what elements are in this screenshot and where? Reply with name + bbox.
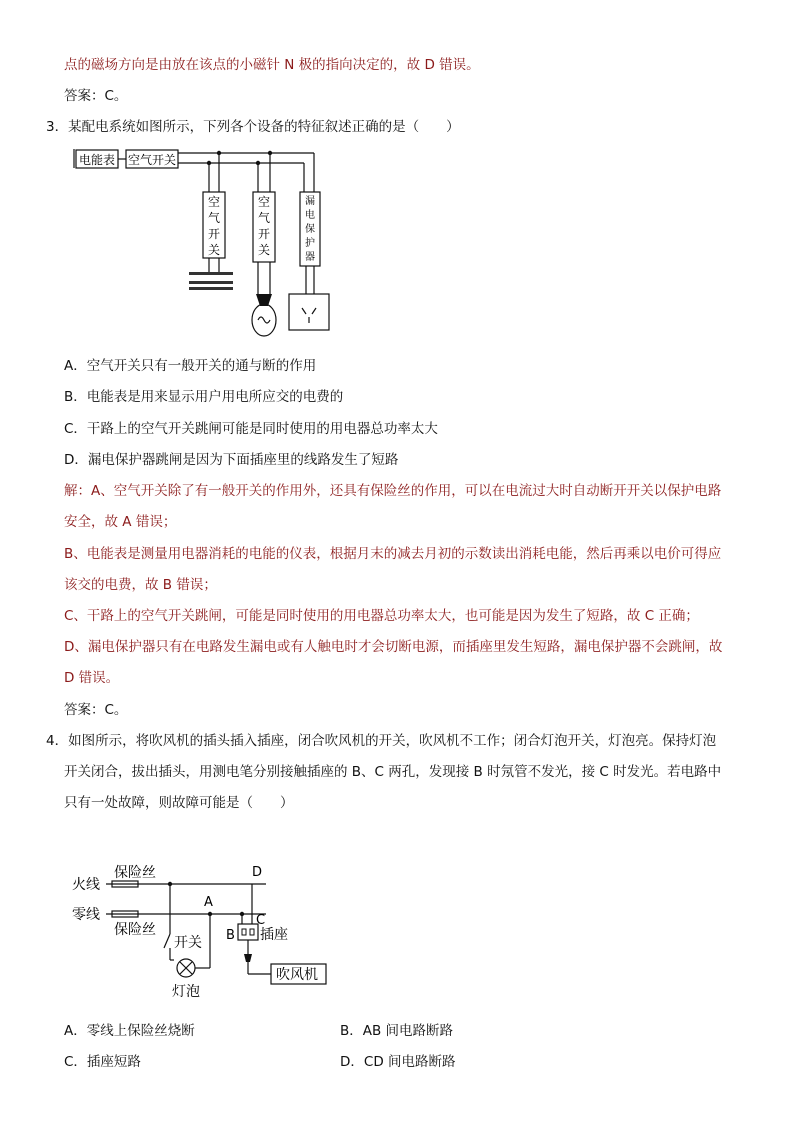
q3-answer: 答案：C。 (64, 702, 128, 718)
prev-answer: 答案：C。 (64, 88, 128, 104)
q4-point-b: B (226, 928, 235, 943)
q3-option-c: C．干路上的空气开关跳闸可能是同时使用的用电器总功率太大 (64, 421, 438, 437)
q3-branch2-char: 气 (257, 211, 271, 225)
q3-main-switch-label: 空气开关 (127, 153, 177, 167)
q3-protector-char: 漏 (305, 196, 315, 207)
q4-point-d: D (252, 865, 263, 880)
q4-option-d: D．CD 间电路断路 (340, 1054, 456, 1070)
q3-protector-char: 护 (305, 238, 315, 249)
q4-stem-line: 开关闭合，拔出插头，用测电笔分别接触插座的 B、C 两孔，发现接 B 时氖管不发光，接 C 时发光。若电路中 (64, 764, 722, 780)
q4-socket-label: 插座 (260, 927, 288, 943)
q3-protector-char: 保 (305, 224, 315, 235)
q3-solution-line: D 错误。 (64, 670, 120, 686)
q4-dryer-label: 吹风机 (276, 967, 318, 983)
q3-branch1-char: 关 (207, 243, 221, 257)
q3-solution-line: B、电能表是测量用电器消耗的电能的仪表，根据月末的减去月初的示数读出消耗电能，然后再乘以电价可得应 (64, 546, 722, 562)
q3-meter-label: 电能表 (78, 153, 116, 167)
q3-solution-line: 该交的电费，故 B 错误； (64, 577, 217, 593)
q4-neutral-label: 零线 (72, 907, 100, 923)
q4-switch-label: 开关 (174, 935, 202, 951)
q4-live-label: 火线 (72, 877, 100, 893)
q3-option-d: D．漏电保护器跳闸是因为下面插座里的线路发生了短路 (64, 452, 399, 468)
q3-option-a: A．空气开关只有一般开关的通与断的作用 (64, 358, 317, 374)
q4-point-a: A (204, 895, 213, 910)
q3-branch1-char: 开 (207, 227, 221, 241)
q3-option-b: B．电能表是用来显示用户用电所应交的电费的 (64, 389, 344, 405)
q4-lamp-label: 灯泡 (172, 984, 200, 1000)
q3-distribution-diagram (60, 144, 340, 344)
q4-option-b: B．AB 间电路断路 (340, 1023, 454, 1039)
q3-branch1-char: 气 (207, 211, 221, 225)
q3-stem: 3．某配电系统如图所示，下列各个设备的特征叙述正确的是（ ） (46, 119, 460, 135)
q4-circuit-diagram (66, 858, 346, 1008)
q4-stem-line: 4．如图所示，将吹风机的插头插入插座，闭合吹风机的开关，吹风机不工作；闭合灯泡开关，灯泡亮。保持灯泡 (46, 733, 717, 749)
q4-point-c: C (256, 913, 266, 928)
q3-branch1-char: 空 (207, 195, 221, 209)
prev-solution-line: 点的磁场方向是由放在该点的小磁针 N 极的指向决定的，故 D 错误。 (64, 57, 480, 73)
q4-fuse-bottom-label: 保险丝 (114, 922, 156, 938)
q4-fuse-top-label: 保险丝 (114, 865, 156, 881)
q4-option-a: A．零线上保险丝烧断 (64, 1023, 195, 1039)
q3-branch2-char: 开 (257, 227, 271, 241)
q3-branch2-char: 空 (257, 195, 271, 209)
q3-solution-line: C、干路上的空气开关跳闸，可能是同时使用的用电器总功率太大，也可能是因为发生了短路，故 C 正确； (64, 608, 699, 624)
q3-branch2-char: 关 (257, 243, 271, 257)
q3-solution-line: 解：A、空气开关除了有一般开关的作用外，还具有保险丝的作用，可以在电流过大时自动断开开关以保护电路 (64, 483, 722, 499)
q4-stem-line: 只有一处故障，则故障可能是（ ） (64, 795, 294, 811)
q3-protector-char: 电 (305, 210, 315, 221)
q3-solution-line: D、漏电保护器只有在电路发生漏电或有人触电时才会切断电源，而插座里发生短路，漏电保护器不会跳闸，故 (64, 639, 723, 655)
q3-solution-line: 安全，故 A 错误； (64, 514, 177, 530)
q3-protector-char: 器 (305, 252, 315, 263)
q4-option-c: C．插座短路 (64, 1054, 141, 1070)
